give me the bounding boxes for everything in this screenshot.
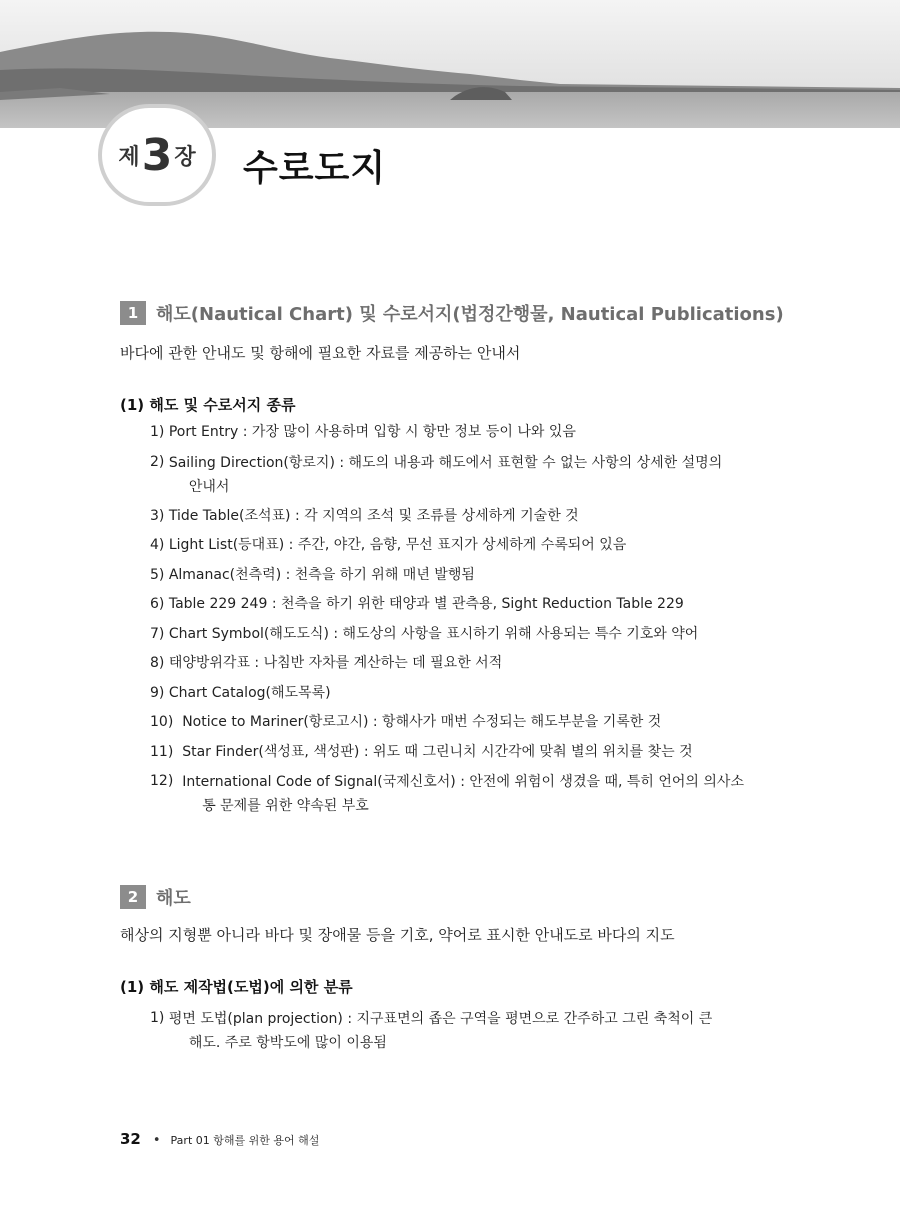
section-2-header bbox=[120, 884, 191, 910]
list-item: 5) Almanac(천측력) : 천측을 하기 위해 매년 발행됨 bbox=[150, 566, 475, 583]
section-1-intro: 바다에 관한 안내도 및 항해에 필요한 자료를 제공하는 안내서 bbox=[120, 344, 521, 362]
section-2-number: 2 bbox=[120, 885, 146, 909]
section-1-header bbox=[120, 300, 784, 326]
chapter-suffix: 장 bbox=[174, 144, 196, 170]
list-item: 2) Sailing Direction(항로지) : 해도의 내용과 해도에서 표현할 수 없는 사항의 상세한 설명의 안내서 bbox=[150, 453, 723, 495]
chapter-title: 수로도지 bbox=[243, 148, 387, 189]
chapter-badge bbox=[98, 104, 216, 206]
list-item: 12) International Code of Signal(국제신호서) : 안전에 위험이 생겼을 때, 특히 언어의 의사소 통 문제를 위한 약속된 부호 bbox=[150, 773, 744, 814]
list-item: 1) 평면 도법(plan projection) : 지구표면의 좁은 구역을 평면으로 간주하고 그린 축척이 큰 해도. 주로 항박도에 많이 이용됨 bbox=[150, 1010, 713, 1051]
list-item: 1) Port Entry : 가장 많이 사용하며 입항 시 항만 정보 등이 나와 있음 bbox=[150, 424, 576, 440]
footer-part-title: Part 01 항해를 위한 용어 해설 bbox=[170, 1134, 320, 1147]
list-item: 10) Notice to Mariner(항로고시) : 항해사가 매번 수정되는 해도부분을 기록한 것 bbox=[150, 714, 662, 730]
footer-bullet: • bbox=[152, 1133, 161, 1148]
list-item: 3) Tide Table(조석표) : 각 지역의 조석 및 조류를 상세하게 기술한 것 bbox=[150, 507, 579, 524]
list-item: 9) Chart Catalog(해도목록) bbox=[150, 684, 331, 701]
section-2-title: 해도 bbox=[156, 888, 191, 909]
list-item: 11) Star Finder(색성표, 색성판) : 위도 때 그린니치 시간각에 맞춰 별의 위치를 찾는 것 bbox=[150, 743, 693, 760]
section-1-list bbox=[150, 418, 770, 821]
page-number: 32 bbox=[120, 1130, 141, 1148]
chapter-prefix: 제 bbox=[118, 144, 140, 170]
list-item: 7) Chart Symbol(해도도식) : 해도상의 사항을 표시하기 위해 사용되는 특수 기호와 약어 bbox=[150, 625, 699, 642]
section-1-subheading: (1) 해도 및 수로서지 종류 bbox=[120, 396, 296, 414]
section-2-subheading: (1) 해도 제작법(도법)에 의한 분류 bbox=[120, 978, 353, 996]
section-2-list bbox=[150, 1004, 770, 1058]
list-item: 8) 태양방위각표 : 나침반 자차를 계산하는 데 필요한 서적 bbox=[150, 655, 503, 671]
list-item: 4) Light List(등대표) : 주간, 야간, 음향, 무선 표지가 상세하게 수록되어 있음 bbox=[150, 537, 627, 553]
section-1-number: 1 bbox=[120, 301, 146, 325]
section-2-intro: 해상의 지형뿐 아니라 바다 및 장애물 등을 기호, 약어로 표시한 안내도로 바다의 지도 bbox=[120, 926, 675, 944]
chapter-number: 3 bbox=[141, 129, 173, 181]
list-item: 6) Table 229 249 : 천측을 하기 위한 태양과 별 관측용, Sight Reduction Table 229 bbox=[150, 596, 684, 612]
section-1-title: 해도(Nautical Chart) 및 수로서지(법정간행물, Nautical Publications) bbox=[156, 304, 784, 325]
page-footer bbox=[120, 1130, 319, 1148]
